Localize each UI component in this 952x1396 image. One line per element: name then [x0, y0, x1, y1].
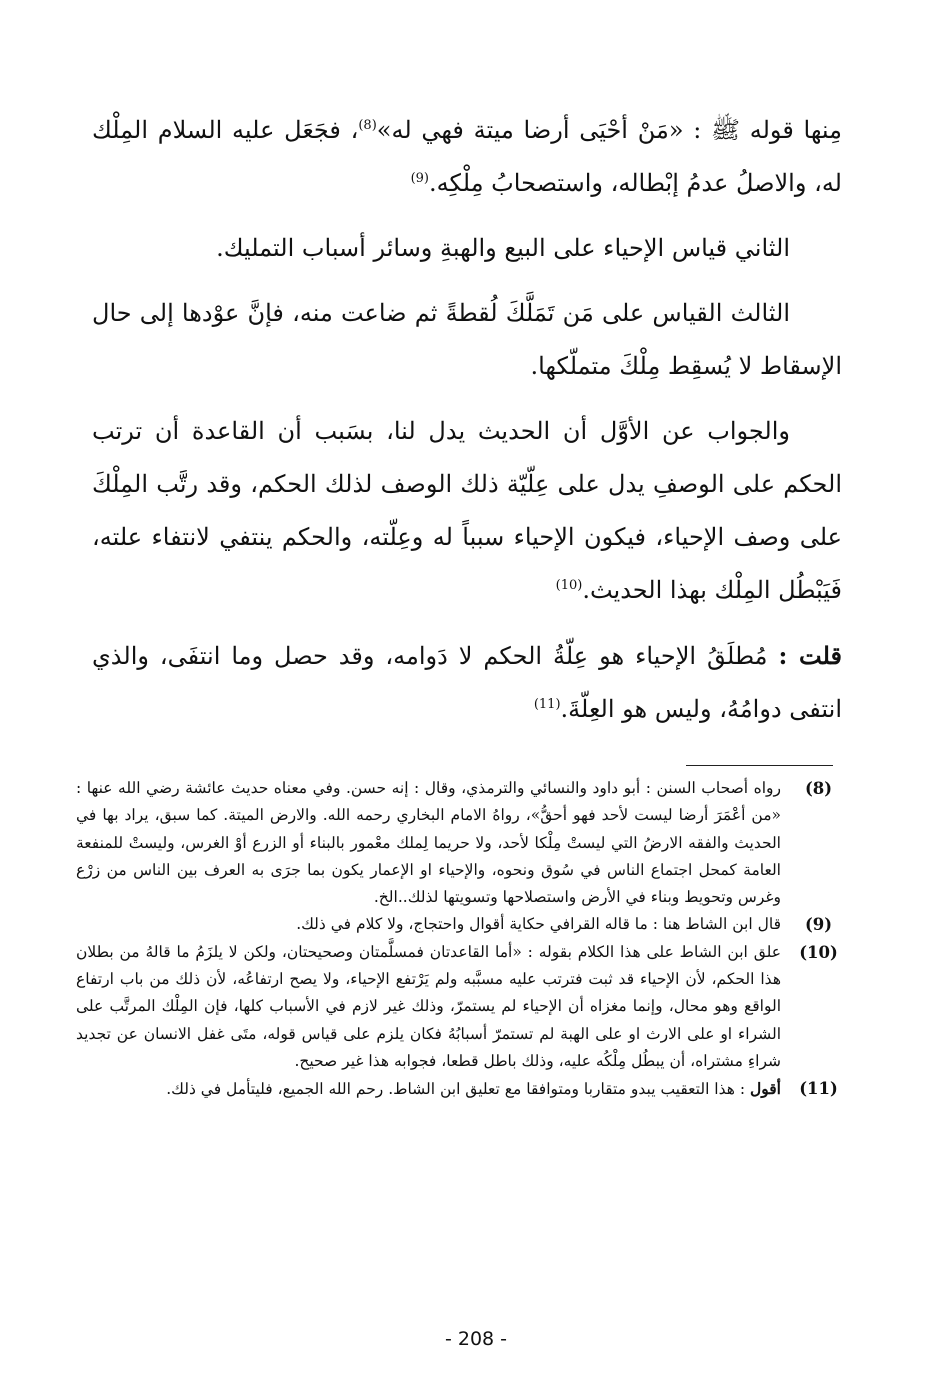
footnote-ref: (10): [555, 578, 583, 593]
paragraph-text: والجواب عن الأوَّل أن الحديث يدل لنا، بسَبب أن القاعدة أن ترتب الحكم على الوصفِ يدل على عِلّيّة ذلك الوصف لذلك الحكم، وقد رتَّب المِلْكَ على وصف الإحياء، فيكون الإحياء سبباً له وعِلّته، والحكم ينتفي لانتفاء علته، فَيَبْطُل المِلْك بهذا الحديث.: [92, 417, 842, 604]
footnote-10: [76, 939, 846, 1075]
footnote-ref: (9): [410, 171, 429, 186]
paragraph-3: [92, 287, 842, 393]
paragraph-text: مُطلَقُ الإحياء هو عِلّةُ الحكم لا دَوامه، وقد حصل وما انتفَى، والذي انتفى دوامُهُ، وليس هو العِلّةَ.: [92, 642, 842, 723]
footnote-number: (11): [799, 1079, 838, 1099]
footnote-11: [76, 1075, 846, 1103]
paragraph-text: مِنها قوله ﷺ : «مَنْ أحْيَى أرضا ميتة فهي له»: [376, 116, 842, 144]
paragraph-text: الثالث القياس على مَن تَمَلَّكَ لُقطةً ثم ضاعت منه، فإنَّ عوْدها إلى حال الإسقاط لا يُسقِط مِلْكَ متملّكها.: [92, 299, 842, 380]
paragraph-2: [92, 222, 842, 275]
footnote-divider: [686, 765, 833, 766]
footnote-ref: (8): [358, 118, 377, 133]
paragraph-4: [92, 405, 842, 617]
paragraph-lead: قلت :: [778, 641, 842, 670]
footnote-text: : هذا التعقيب يبدو متقاربا ومتوافقا مع تعليق ابن الشاط. رحم الله الجميع، فليتأمل في ذلك.: [166, 1080, 750, 1099]
footnote-lead: أقول: [750, 1079, 781, 1099]
footnote-ref: (11): [533, 697, 561, 712]
footnote-text: علق ابن الشاط على هذا الكلام بقوله : «أما القاعدتان فمسلَّمتان وصحيحتان، ولكن لا يلزَمُ ما قالهُ من بطلان هذا الحكم، لأن الإحياء قد ثبت فترتب عليه مسبَّبه ولم يَرْتفع الإحياء، ولا يصح ارتفاعُه، لأن ذلك من باب ارتفاع الواقع وهو محال، وإنما مغزاه أن الإحياء لم يستمرّ، وذلك غير لازم في الأسباب كلها، فإن المِلْك المرتَّب على الشراء او على الارث او على الهبة لم تستمرّ أسبابُهُ فكان يلزم على قياس قوله، متَى غفل الانسان عن تجديد شراءِ مشتراه، أن يبطُل مِلْكُه عليه، وذلك باطل قطعا، فجوابه هذا غير صحيح.: [76, 942, 781, 1070]
footnote-number: (8): [804, 779, 833, 798]
paragraph-5: [92, 629, 842, 736]
paragraph-1: [92, 104, 842, 210]
footnote-number: (9): [804, 915, 833, 935]
footnote-8: [76, 775, 846, 911]
footnote-9: [76, 911, 846, 938]
footnotes: [76, 775, 846, 1104]
footnote-text: قال ابن الشاط هنا : ما قاله القرافي حكاية أقوال واحتجاج، ولا كلام في ذلك.: [296, 915, 781, 934]
page-number: - 208 -: [444, 1328, 508, 1350]
paragraph-text: ، فجَعَل عليه السلام المِلْك له، والاصلُ عدمُ إبْطاله، واستصحابُ مِلْكِه.: [92, 116, 842, 197]
main-text: [92, 104, 842, 736]
paragraph-text: الثاني قياس الإحياء على البيع والهبةِ وسائر أسباب التمليك.: [216, 234, 790, 262]
footnote-text: رواه أصحاب السنن : أبو داود والنسائي والترمذي، وقال : إنه حسن. وفي معناه حديث عائشة رضي الله عنها : «من أعْمَرَ أرضا ليست لأحد فهو أحقُّ»، رواهُ الامام البخاري رحمه الله. والارض الميتة. كما سبق، يراد بها في الحديث والفقه الارضُ التي ليستْ مِلْكا لأحد، ولا حريما لِملك معْمور بالبناء أو الزرع أوْ الغرس، وليستْ للمنفعة العامة كمحل اجتماع الناس في سُوق ونحوه، والإحياء او الإعمار يكون بما جرَى به العرف بين الناس من زرْع وغرس وتحويط وبناء في الأرض واستصلاحها وتسويتها لذلك..الخ.: [76, 779, 781, 907]
footnote-number: (10): [799, 942, 838, 962]
